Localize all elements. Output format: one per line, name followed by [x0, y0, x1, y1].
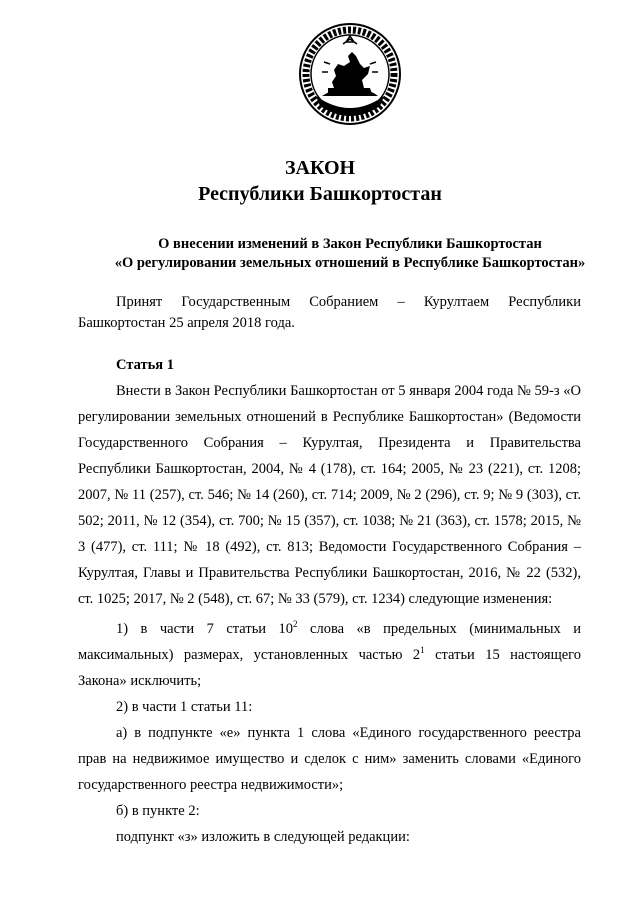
adoption-statement: [78, 292, 581, 334]
article-body: [78, 378, 581, 850]
amendment-item-2: 2) в части 1 статьи 11:: [116, 699, 253, 715]
amendment-item-2a: а) в подпункте «е» пункта 1 слова «Единого государственного реестра прав на недвижимое имущество и сделок с ним» заменить словами «Единого государственного реестра недвижимости»;: [78, 725, 581, 793]
item1-superscript-a: 2: [293, 619, 298, 630]
item1-text-c: статьи 15 настоящего Закона» исключить;: [78, 647, 582, 689]
amendment-item-2b: б) в пункте 2:: [116, 803, 200, 819]
amendment-item-2b-sub: подпункт «з» изложить в следующей редакции:: [116, 829, 410, 845]
item1-text-a: 1) в части 7 статьи 10: [116, 621, 294, 637]
article-heading: Статья 1: [116, 357, 174, 373]
law-title: ЗАКОН: [284, 157, 356, 179]
amendment-item-1: [78, 616, 581, 694]
republic-title: Республики Башкортостан: [198, 183, 442, 205]
item1-superscript-b: 1: [420, 645, 425, 656]
law-subject-line-2: «О регулировании земельных отношений в Республике Башкортостан»: [114, 255, 586, 271]
law-subject-line-1: О внесении изменений в Закон Республики Башкортостан: [158, 236, 542, 252]
item1-text-b: слова «в предельных (минимальных и максимальных) размерах, установленных частью 2: [78, 621, 581, 663]
adoption-text: Принят Государственным Собранием – Курултаем Республики Башкортостан 25 апреля 2018 года.: [78, 294, 581, 331]
article-intro-paragraph: Внести в Закон Республики Башкортостан от 5 января 2004 года № 59-з «О регулировании земельных отношений в Республике Башкортостан» (Ведомости Государственного Собрания – Курултая, Президента и Правительства Республики Башкортостан, 2004, № 4 (178), ст. 164; 2005, № 23 (221), ст. 1208; 2007, № 11 (257), ст. 546; № 14 (260), ст. 714; 2009, № 2 (296), ст. 9; № 9 (303), ст. 502; 2011, № 12 (354), ст. 700; № 15 (357), ст. 1038; № 21 (363), ст. 1578; 2015, № 3 (477), ст. 111; № 18 (492), ст. 813; Ведомости Государственного Собрания – Курултая, Главы и Правительства Республики Башкортостан, 2016, № 22 (532), ст. 1025; 2017, № 2 (548), ст. 67; № 33 (579), ст. 1234) следующие изменения:: [78, 383, 581, 607]
coat-of-arms-emblem: [298, 22, 402, 126]
